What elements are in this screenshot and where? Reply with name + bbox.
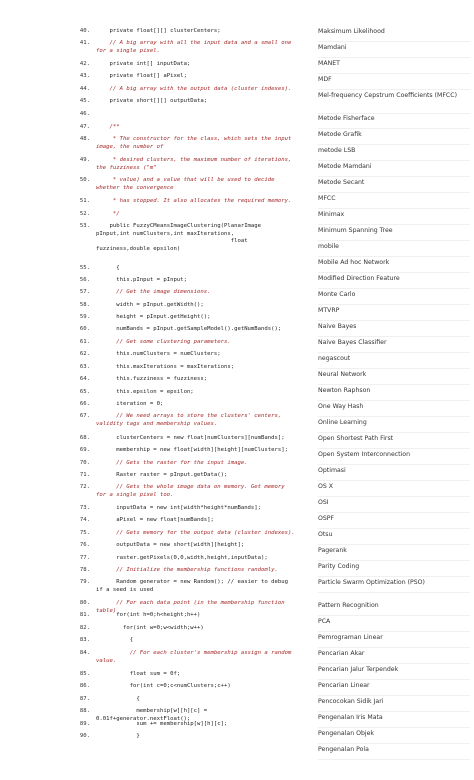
sidebar-label-link[interactable]: Pengenalan Iris Mata [318,714,383,721]
line-number: 89. [79,721,90,727]
line-number: 52. [79,211,90,217]
line-number: 87. [79,696,90,702]
sidebar-divider [318,288,470,289]
sidebar-divider [318,592,470,593]
sidebar-divider [318,711,470,712]
sidebar-divider [318,73,470,74]
sidebar-divider [318,448,470,449]
sidebar-divider [318,89,470,90]
line-number: 81. [79,612,90,618]
line-number: 53. [79,223,90,229]
sidebar-divider [318,256,470,257]
line-number: 69. [79,447,90,453]
line-number: 57. [79,289,90,295]
sidebar-divider [318,727,470,728]
sidebar-label-link[interactable]: mobile [318,243,339,250]
line-number: 42. [79,61,90,67]
sidebar-divider [318,272,470,273]
sidebar-divider [318,336,470,337]
line-number: 85. [79,671,90,677]
code-line: sum += membership[w][h][c]; [96,721,228,727]
sidebar-label-link[interactable]: Optimasi [318,467,346,474]
code-line: membership = new float[width][height][numClusters]; [96,447,288,453]
sidebar-label-link[interactable]: Pencarian Linear [318,682,370,689]
sidebar-divider [318,57,470,58]
sidebar-label-link[interactable]: Metode Secant [318,179,365,186]
sidebar-divider [318,743,470,744]
sidebar-label-link[interactable]: Mobile Ad hoc Network [318,259,390,266]
code-comment: * has stopped. It also allocates the required memory. [96,198,292,204]
line-number: 46. [79,111,90,117]
line-number: 44. [79,86,90,92]
sidebar-label-link[interactable]: Pencarian Akar [318,650,365,657]
sidebar-divider [318,41,470,42]
sidebar-label-link[interactable]: Mamdani [318,44,347,51]
line-number: 74. [79,517,90,523]
code-comment: * The constructor for the class, which sets the input image, the number of [96,136,295,150]
sidebar-label-link[interactable]: Metode Grafik [318,131,362,138]
sidebar-label-link[interactable]: MFCC [318,195,336,202]
code-line: width = pInput.getWidth(); [96,302,204,308]
sidebar-label-link[interactable]: PCA [318,618,331,625]
line-number: 75. [79,530,90,536]
code-line: this.epsilon = epsilon; [96,389,194,395]
line-number: 83. [79,637,90,643]
code-line: this.maxIterations = maxIterations; [96,364,235,370]
sidebar-label-link[interactable]: Online Learning [318,419,367,426]
code-line: inputData = new int[width*height*numBands]; [96,505,262,511]
code-line: outputData = new short[width][height]; [96,542,245,548]
line-number: 88. [79,708,90,714]
sidebar-label-link[interactable]: Otsu [318,531,333,538]
line-number: 61. [79,339,90,345]
sidebar-label-link[interactable]: Pencocokan Sidik Jari [318,698,384,705]
sidebar-divider [318,679,470,680]
line-number: 67. [79,413,90,419]
line-number: 84. [79,650,90,656]
sidebar-divider [318,352,470,353]
code-line: float sum = 0f; [96,671,181,677]
sidebar-label-link[interactable]: Open System Interconnection [318,451,411,458]
line-number: 65. [79,389,90,395]
code-line: membership[w][h][c] = 0.01f+generator.nextFloat(); [96,708,211,722]
sidebar-divider [318,384,470,385]
code-line: } [96,733,140,739]
line-number: 59. [79,314,90,320]
sidebar-divider [318,113,470,114]
sidebar-label-link[interactable]: Pencarian Jalur Terpendek [318,666,399,673]
sidebar-divider [318,416,470,417]
code-comment: // Gets the whole image data on memory. Get memory for a single pixel too. [96,484,288,498]
code-comment: /** [96,124,120,130]
sidebar-divider [318,240,470,241]
sidebar-label-link[interactable]: Open Shortest Path First [318,435,394,442]
line-number: 58. [79,302,90,308]
sidebar-label-link[interactable]: Pemrograman Linear [318,634,383,641]
sidebar-label-link[interactable]: Particle Swarm Optimization (PSO) [318,579,425,586]
line-number: 70. [79,460,90,466]
code-comment: // Gets memory for the output data (cluster indexes). [96,530,295,536]
line-number: 78. [79,567,90,573]
sidebar-label-link[interactable]: Maksimum Likelihood [318,28,385,35]
sidebar-divider [318,480,470,481]
sidebar-divider [318,192,470,193]
line-number: 41. [79,40,90,46]
sidebar-divider [318,128,470,129]
code-line: public FuzzyCMeansImageClustering(PlanarImage pInput,int numClusters,int maxIterations, float fuzziness,double epsilon) [96,223,262,252]
line-number: 48. [79,136,90,142]
code-line: Raster raster = pInput.getData(); [96,472,228,478]
sidebar-divider [318,647,470,648]
sidebar-divider [318,432,470,433]
sidebar-divider [318,176,470,177]
sidebar-label-link[interactable]: Metode Fisherface [318,115,375,122]
line-number: 56. [79,277,90,283]
line-number: 63. [79,364,90,370]
line-number: 80. [79,600,90,606]
sidebar-label-link[interactable]: One Way Hash [318,403,364,410]
code-line: height = pInput.getHeight(); [96,314,211,320]
sidebar-divider [318,695,470,696]
code-comment: // For each data point (in the membership function table) [96,600,288,614]
code-line: { [96,265,120,271]
sidebar-divider [318,512,470,513]
sidebar-divider [318,759,470,760]
line-number: 40. [79,28,90,34]
code-comment: // Get the image dimensions. [96,289,211,295]
code-line: private float[][] clusterCenters; [96,28,221,34]
line-number: 55. [79,265,90,271]
sidebar-label-link[interactable]: Minimax [318,211,345,218]
code-line: iteration = 0; [96,401,164,407]
line-number: 90. [79,733,90,739]
line-number: 73. [79,505,90,511]
sidebar-divider [318,544,470,545]
sidebar-label-link[interactable]: Pengenalan Objek [318,730,374,737]
code-line: aPixel = new float[numBands]; [96,517,214,523]
line-number: 43. [79,73,90,79]
code-line: private int[] inputData; [96,61,191,67]
code-line: { [96,637,134,643]
sidebar-divider [318,160,470,161]
sidebar-label-link[interactable]: Monte Carlo [318,291,356,298]
sidebar-label-link[interactable]: Pattern Recognition [318,602,379,609]
code-line: this.numClusters = numClusters; [96,351,221,357]
code-line: for(int c=0;c<numClusters;c++) [96,683,231,689]
code-line: for(int h=0;h<height;h++) [96,612,201,618]
sidebar-divider [318,208,470,209]
sidebar-label-link[interactable]: Newton Raphson [318,387,371,394]
line-number: 71. [79,472,90,478]
line-number: 49. [79,157,90,163]
sidebar-label-link[interactable]: Mel-frequency Cepstrum Coefficients (MFCC) [318,92,457,99]
line-number: 62. [79,351,90,357]
sidebar-label-link[interactable]: Metode Mamdani [318,163,372,170]
code-line: private float[] aPixel; [96,73,187,79]
sidebar-label-link[interactable]: Modified Direction Feature [318,275,400,282]
sidebar-label-link[interactable]: Pengenalan Pola [318,746,369,753]
line-number: 86. [79,683,90,689]
code-comment: // Get some clustering parameters. [96,339,231,345]
code-line: this.pInput = pInput; [96,277,187,283]
sidebar-label-link[interactable]: OS X [318,483,334,490]
code-comment: // A big array with the output data (cluster indexes). [96,86,292,92]
code-line: for(int w=0;w<width;w++) [96,625,204,631]
line-number: 50. [79,177,90,183]
code-comment: // Gets the raster for the input image. [96,460,248,466]
code-comment: // We need arrays to store the clusters' centers, validity tags and membership values. [96,413,285,427]
sidebar-label-link[interactable]: OSPF [318,515,335,522]
code-comment: // For each cluster's membership assign a random value. [96,650,295,664]
sidebar-divider [318,144,470,145]
sidebar-divider [318,615,470,616]
code-line: numBands = pInput.getSampleModel().getNumBands(); [96,326,282,332]
sidebar-label-link[interactable]: OSI [318,499,329,506]
sidebar-label-link[interactable]: Parity Coding [318,563,360,570]
sidebar-label-link[interactable]: Minimum Spanning Tree [318,227,393,234]
line-number: 79. [79,579,90,585]
sidebar-label-link[interactable]: Pagerank [318,547,347,554]
sidebar-label-link[interactable]: MDF [318,76,332,83]
line-number: 51. [79,198,90,204]
code-comment: * value) and a value that will be used to decide whether the convergence [96,177,278,191]
sidebar-divider [318,560,470,561]
sidebar-label-link[interactable]: MTVRP [318,307,340,314]
code-line: this.fuzziness = fuzziness; [96,376,208,382]
code-line: Random generator = new Random(); // easier to debug if a seed is used [96,579,292,593]
code-comment: */ [96,211,120,217]
sidebar-label-link[interactable]: negascout [318,355,351,362]
line-number: 64. [79,376,90,382]
code-line: raster.getPixels(0,0,width,height,inputData); [96,555,268,561]
sidebar-divider [318,663,470,664]
sidebar-divider [318,464,470,465]
line-number: 68. [79,435,90,441]
line-number: 72. [79,484,90,490]
line-number: 47. [79,124,90,130]
sidebar-divider [318,528,470,529]
sidebar-divider [318,304,470,305]
sidebar-divider [318,400,470,401]
line-number: 45. [79,98,90,104]
code-line: { [96,696,140,702]
sidebar-label-link[interactable]: MANET [318,60,340,67]
line-number: 76. [79,542,90,548]
sidebar-label-link[interactable]: metode LSB [318,147,356,154]
sidebar-divider [318,224,470,225]
code-comment: // Initialize the membership functions randomly. [96,567,278,573]
sidebar-divider [318,368,470,369]
code-line: private short[][] outputData; [96,98,208,104]
code-comment: // A big array with all the input data and a small one for a single pixel. [96,40,295,54]
line-number: 82. [79,625,90,631]
sidebar-divider [318,631,470,632]
sidebar-divider [318,320,470,321]
line-number: 60. [79,326,90,332]
code-line: clusterCenters = new float[numClusters][numBands]; [96,435,285,441]
sidebar-divider [318,576,470,577]
sidebar-label-link[interactable]: Naive Bayes Classifier [318,339,387,346]
sidebar-label-link[interactable]: Neural Network [318,371,367,378]
line-number: 66. [79,401,90,407]
sidebar-divider [318,496,470,497]
code-comment: * desired clusters, the maximum number of iterations, the fuzziness ("m" [96,157,295,171]
line-number: 77. [79,555,90,561]
sidebar-label-link[interactable]: Naive Bayes [318,323,357,330]
